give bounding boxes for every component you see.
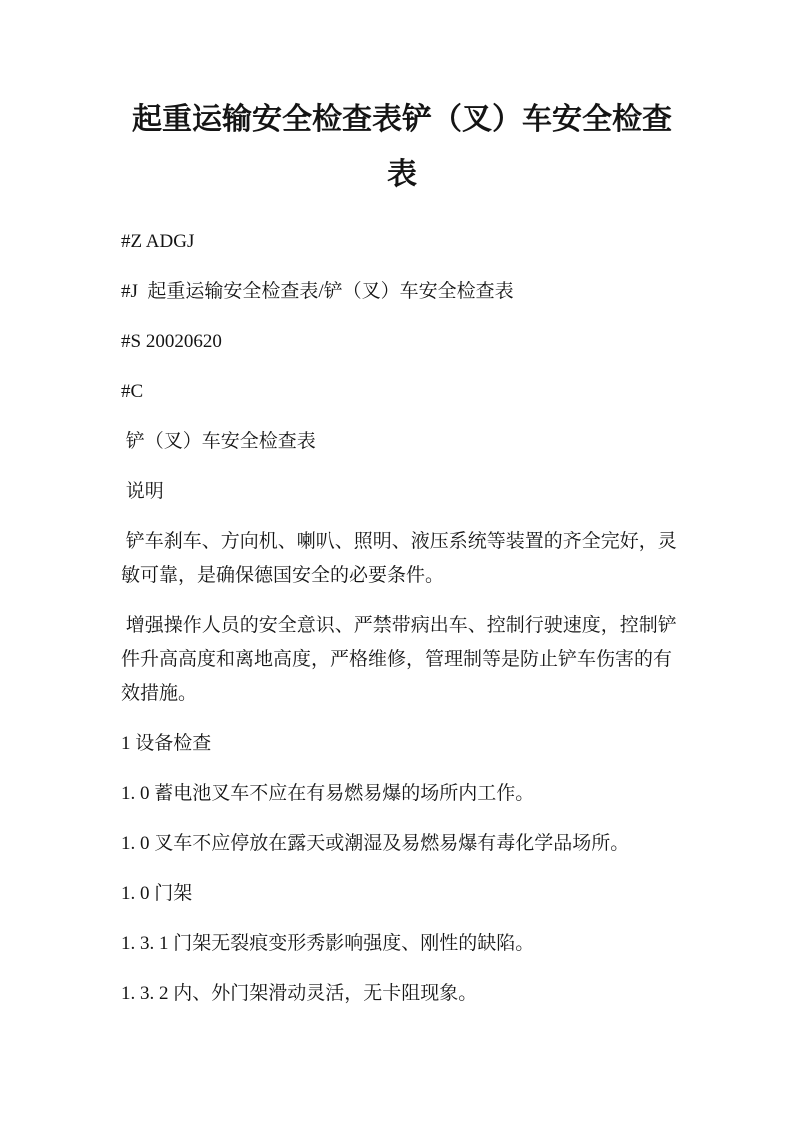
meta-line-c: #C bbox=[121, 381, 144, 402]
meta-line-s: #S 20020620 bbox=[121, 331, 222, 352]
checklist-item: 1. 3. 1 门架无裂痕变形秀影响强度、刚性的缺陷。 bbox=[121, 933, 535, 954]
meta-line-z: #Z ADGJ bbox=[121, 231, 195, 252]
section-heading-1: 1 设备检查 bbox=[121, 733, 212, 754]
checklist-item: 1. 0 门架 bbox=[121, 883, 193, 904]
intro-paragraph-2: 增强操作人员的安全意识、严禁带病出车、控制行驶速度，控制铲件升高高度和离地高度，严格维修，管理制等是防止铲车伤害的有效措施。 bbox=[121, 615, 677, 704]
checklist-item: 1. 0 叉车不应停放在露天或潮湿及易燃易爆有毒化学品场所。 bbox=[121, 833, 630, 854]
intro-paragraph-1: 铲车刹车、方向机、喇叭、照明、液压系统等装置的齐全完好，灵敏可靠，是确保德国安全的必要条件。 bbox=[121, 531, 677, 586]
section-heading-shuoming: 说明 bbox=[121, 481, 164, 502]
doc-subtitle: 铲（叉）车安全检查表 bbox=[121, 431, 316, 452]
checklist-item: 1. 3. 2 内、外门架滑动灵活，无卡阻现象。 bbox=[121, 983, 478, 1004]
checklist-item: 1. 0 蓄电池叉车不应在有易燃易爆的场所内工作。 bbox=[121, 783, 535, 804]
document-title: 起重运输安全检查表铲（叉）车安全检查表 bbox=[132, 103, 672, 191]
meta-line-j: #J 起重运输安全检查表/铲（叉）车安全检查表 bbox=[121, 281, 514, 302]
